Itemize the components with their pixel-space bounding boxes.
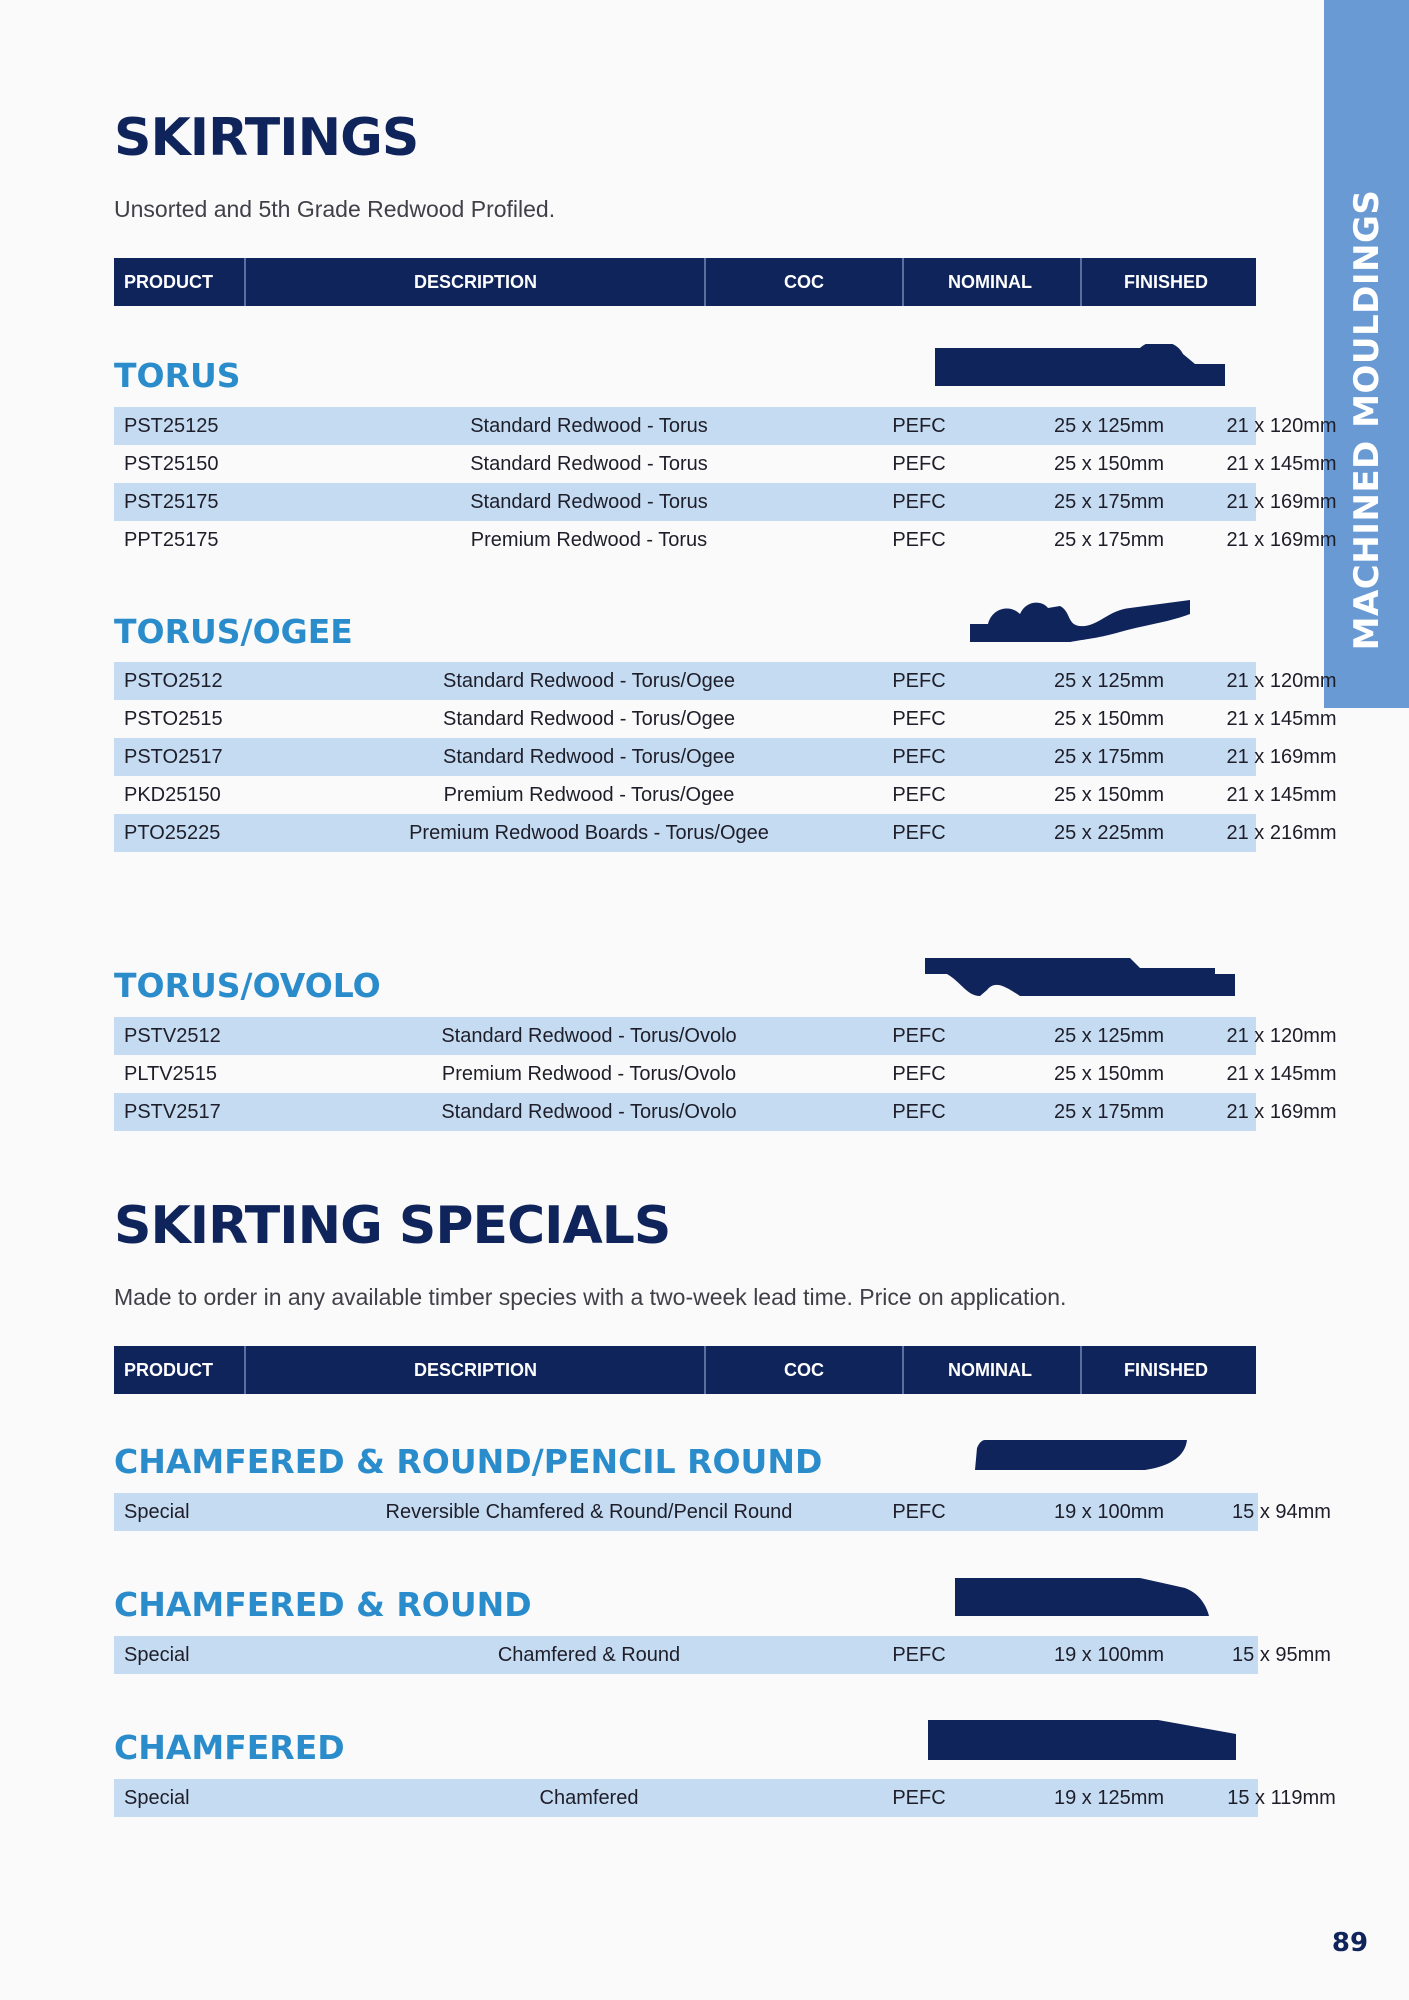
col-coc: COC <box>784 272 824 292</box>
finished-size: 15 x 94mm <box>1232 1501 1331 1523</box>
section-title-torus: TORUS <box>114 356 241 395</box>
product-code: Special <box>124 1644 190 1666</box>
finished-size: 21 x 169mm <box>1226 529 1337 551</box>
product-code: PTO25225 <box>124 822 221 844</box>
finished-size: 21 x 145mm <box>1226 453 1337 475</box>
specials-title: SKIRTING SPECIALS <box>114 1196 671 1256</box>
torus-profile-icon <box>935 344 1225 390</box>
finished-size: 15 x 119mm <box>1227 1787 1336 1809</box>
table-row <box>114 483 1337 521</box>
description: Standard Redwood - Torus <box>470 491 708 513</box>
coc: PEFC <box>892 822 946 844</box>
divider <box>704 258 706 306</box>
coc: PEFC <box>892 453 946 475</box>
nominal-size: 19 x 100mm <box>1053 1501 1165 1523</box>
col-finished: FINISHED <box>1124 272 1209 292</box>
nominal-size: 25 x 150mm <box>1053 1063 1165 1085</box>
product-code: Special <box>124 1501 190 1523</box>
page-title: SKIRTINGS <box>114 108 419 168</box>
divider <box>1080 258 1082 306</box>
finished-size: 21 x 145mm <box>1226 1063 1337 1085</box>
description: Standard Redwood - Torus <box>470 415 708 437</box>
chamfered-round-pencil-profile-icon <box>975 1440 1190 1472</box>
coc: PEFC <box>892 1063 946 1085</box>
coc: PEFC <box>892 708 946 730</box>
table-header <box>114 258 1256 306</box>
divider <box>902 258 904 306</box>
product-code: PSTV2517 <box>124 1101 221 1123</box>
nominal-size: 25 x 150mm <box>1053 453 1165 475</box>
col-description: DESCRIPTION <box>414 1360 538 1380</box>
finished-size: 21 x 145mm <box>1226 784 1337 806</box>
side-tab-label: MACHINED MOULDINGS <box>1346 189 1387 651</box>
product-code: PSTO2515 <box>124 708 223 730</box>
product-code: PST25125 <box>124 415 219 437</box>
table-row <box>114 521 1337 559</box>
table-row <box>114 407 1337 445</box>
description: Standard Redwood - Torus/Ogee <box>442 670 736 692</box>
table-row <box>114 700 1337 738</box>
coc: PEFC <box>892 784 946 806</box>
nominal-size: 25 x 175mm <box>1053 491 1165 513</box>
finished-size: 21 x 169mm <box>1226 746 1337 768</box>
description: Premium Redwood Boards - Torus/Ogee <box>409 822 769 844</box>
description: Reversible Chamfered & Round/Pencil Round <box>385 1501 793 1523</box>
coc: PEFC <box>892 415 946 437</box>
description: Standard Redwood - Torus/Ogee <box>442 746 736 768</box>
divider <box>1080 1346 1082 1394</box>
table-row <box>114 662 1337 700</box>
torus-ogee-profile-icon <box>970 598 1190 644</box>
nominal-size: 25 x 150mm <box>1053 708 1165 730</box>
col-product: PRODUCT <box>124 272 213 292</box>
table-row <box>114 1017 1337 1055</box>
nominal-size: 25 x 125mm <box>1053 1025 1165 1047</box>
table-row <box>114 814 1337 852</box>
coc: PEFC <box>892 1501 946 1523</box>
page-number: 89 <box>1331 1928 1369 1958</box>
nominal-size: 19 x 125mm <box>1053 1787 1165 1809</box>
finished-size: 21 x 216mm <box>1226 822 1337 844</box>
nominal-size: 19 x 100mm <box>1053 1644 1165 1666</box>
divider <box>244 258 246 306</box>
description: Chamfered & Round <box>497 1644 681 1666</box>
table-row <box>114 1779 1336 1817</box>
description: Standard Redwood - Torus/Ovolo <box>441 1025 737 1047</box>
section-title-torus-ovolo: TORUS/OVOLO <box>114 966 381 1005</box>
divider <box>244 1346 246 1394</box>
table-row <box>114 1493 1331 1531</box>
product-code: PSTV2512 <box>124 1025 221 1047</box>
section-title-chamfered-round-pencil: CHAMFERED & ROUND/PENCIL ROUND <box>114 1442 823 1481</box>
description: Premium Redwood - Torus/Ogee <box>443 784 735 806</box>
divider <box>704 1346 706 1394</box>
col-product: PRODUCT <box>124 1360 213 1380</box>
product-code: PSTO2517 <box>124 746 223 768</box>
nominal-size: 25 x 150mm <box>1053 784 1165 806</box>
description: Chamfered <box>539 1787 639 1809</box>
coc: PEFC <box>892 529 946 551</box>
description: Standard Redwood - Torus/Ogee <box>442 708 736 730</box>
section-title-torus-ogee: TORUS/OGEE <box>114 612 353 651</box>
finished-size: 21 x 169mm <box>1226 1101 1337 1123</box>
product-code: PST25175 <box>124 491 219 513</box>
col-nominal: NOMINAL <box>948 272 1032 292</box>
nominal-size: 25 x 175mm <box>1053 529 1165 551</box>
specials-table-header <box>114 1346 1256 1394</box>
description: Premium Redwood - Torus/Ovolo <box>441 1063 737 1085</box>
finished-size: 21 x 169mm <box>1226 491 1337 513</box>
coc: PEFC <box>892 670 946 692</box>
coc: PEFC <box>892 1787 946 1809</box>
col-nominal: NOMINAL <box>948 1360 1032 1380</box>
product-code: PLTV2515 <box>124 1063 218 1085</box>
table-row <box>114 1636 1331 1674</box>
table-row <box>114 1055 1337 1093</box>
description: Standard Redwood - Torus/Ovolo <box>441 1101 737 1123</box>
coc: PEFC <box>892 1644 946 1666</box>
table-row <box>114 1093 1337 1131</box>
description: Standard Redwood - Torus <box>470 453 708 475</box>
nominal-size: 25 x 125mm <box>1053 670 1165 692</box>
col-coc: COC <box>784 1360 824 1380</box>
table-row <box>114 738 1337 776</box>
coc: PEFC <box>892 1025 946 1047</box>
coc: PEFC <box>892 746 946 768</box>
nominal-size: 25 x 175mm <box>1053 1101 1165 1123</box>
product-code: PPT25175 <box>124 529 219 551</box>
divider <box>902 1346 904 1394</box>
col-finished: FINISHED <box>1124 1360 1209 1380</box>
description: Premium Redwood - Torus <box>470 529 708 551</box>
table-row <box>114 776 1337 814</box>
finished-size: 21 x 120mm <box>1226 670 1337 692</box>
finished-size: 21 x 120mm <box>1226 1025 1337 1047</box>
section-title-chamfered: CHAMFERED <box>114 1728 345 1767</box>
product-code: Special <box>124 1787 190 1809</box>
section-title-chamfered-round: CHAMFERED & ROUND <box>114 1585 532 1624</box>
table-row <box>114 445 1337 483</box>
coc: PEFC <box>892 1101 946 1123</box>
coc: PEFC <box>892 491 946 513</box>
finished-size: 21 x 120mm <box>1226 415 1337 437</box>
side-tab <box>1324 0 1409 708</box>
specials-intro: Made to order in any available timber species with a two-week lead time. Price on application. <box>114 1284 1067 1310</box>
nominal-size: 25 x 225mm <box>1053 822 1165 844</box>
chamfered-round-profile-icon <box>955 1578 1210 1618</box>
finished-size: 21 x 145mm <box>1226 708 1337 730</box>
nominal-size: 25 x 175mm <box>1053 746 1165 768</box>
nominal-size: 25 x 125mm <box>1053 415 1165 437</box>
torus-ovolo-profile-icon <box>925 956 1235 998</box>
finished-size: 15 x 95mm <box>1232 1644 1331 1666</box>
product-code: PSTO2512 <box>124 670 223 692</box>
col-description: DESCRIPTION <box>414 272 538 292</box>
product-code: PST25150 <box>124 453 219 475</box>
product-code: PKD25150 <box>124 784 221 806</box>
chamfered-profile-icon <box>928 1720 1238 1762</box>
intro-text: Unsorted and 5th Grade Redwood Profiled. <box>114 196 556 222</box>
